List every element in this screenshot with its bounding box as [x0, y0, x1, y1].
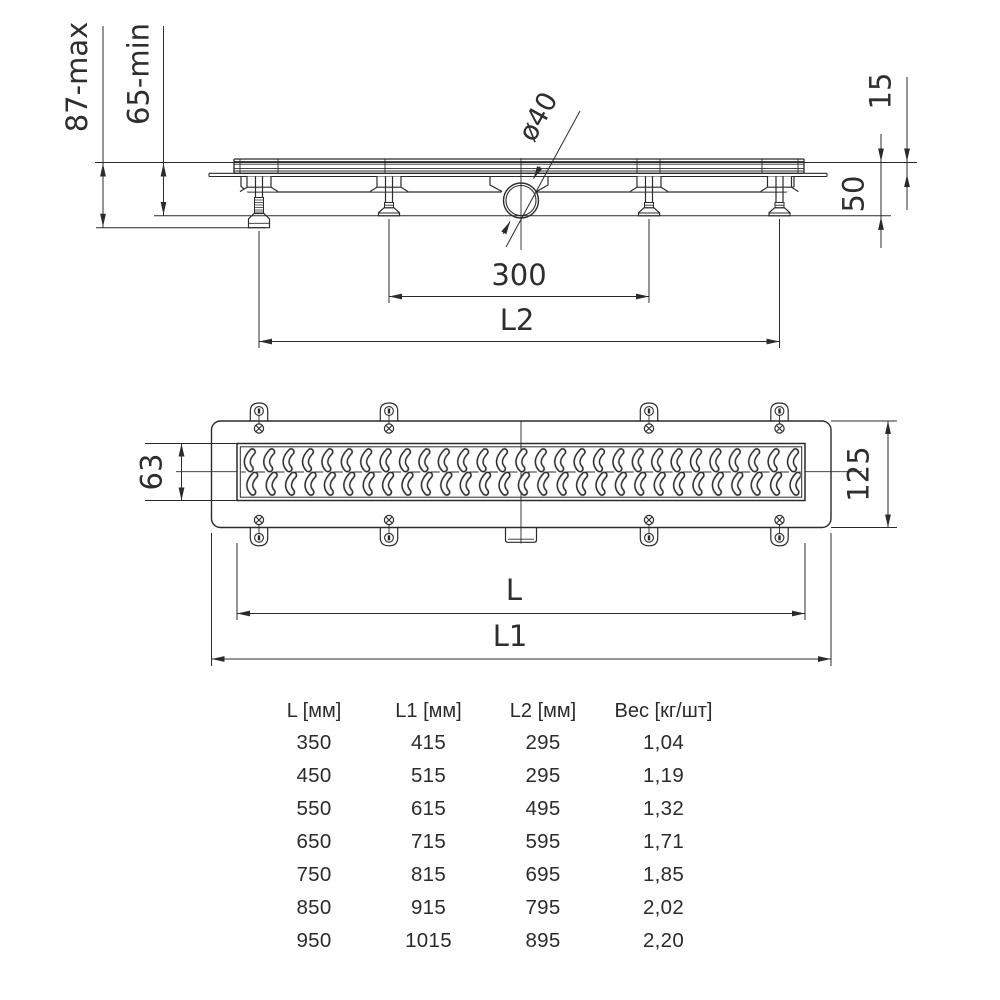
- mounting-tab: [250, 515, 267, 545]
- column-header-l: L [мм]: [286, 699, 342, 722]
- table-cell: 950: [296, 928, 332, 952]
- table-cell: 595: [525, 829, 561, 853]
- table-row: [256, 924, 726, 957]
- table-row: [256, 858, 726, 891]
- table-row: [256, 759, 726, 792]
- outlet-housing: [490, 177, 548, 192]
- table-row: [256, 825, 726, 858]
- table-cell: 895: [525, 928, 561, 952]
- grate-width-label: 63: [134, 453, 169, 491]
- table-cell: 915: [410, 895, 447, 919]
- grate-wave-pattern: [241, 448, 800, 496]
- table-cell: 1,04: [642, 730, 685, 754]
- table-cell: 1,85: [642, 862, 685, 886]
- table-cell: 750: [296, 862, 332, 886]
- leg-bracket: [630, 177, 668, 192]
- mounting-tab: [250, 403, 267, 433]
- table-cell: 1,32: [642, 796, 685, 820]
- plan-view: [135, 403, 898, 666]
- table-cell: 515: [410, 763, 447, 787]
- spec-table-body: [256, 726, 726, 957]
- leg-bracket: [240, 177, 278, 192]
- mounting-tab: [380, 515, 397, 545]
- column-header-weight: Вес [кг/шт]: [614, 699, 713, 722]
- column-header-l1: L1 [мм]: [395, 699, 462, 722]
- table-cell: 295: [525, 730, 561, 754]
- mounting-tab: [380, 403, 397, 433]
- mounting-tab: [771, 403, 788, 433]
- table-row: [256, 792, 726, 825]
- leg-bracket: [370, 177, 408, 192]
- table-cell: 695: [525, 862, 561, 886]
- dim-outlet-offset: [389, 258, 649, 297]
- mounting-tab: [640, 515, 657, 545]
- spec-table: [256, 696, 726, 957]
- dim-height-min: [122, 23, 164, 216]
- table-cell: 650: [296, 829, 332, 853]
- spec-table-header: [256, 696, 726, 726]
- column-header-l2: L2 [мм]: [509, 699, 577, 722]
- table-cell: 850: [296, 895, 332, 919]
- table-cell: 615: [410, 796, 447, 820]
- leg-bracket: [761, 177, 799, 192]
- table-cell: 350: [296, 730, 332, 754]
- table-row: [256, 726, 726, 759]
- table-cell: 1015: [405, 928, 452, 952]
- outlet-offset-label: 300: [491, 258, 547, 292]
- table-cell: 2,20: [642, 928, 685, 952]
- table-cell: 795: [525, 895, 561, 919]
- table-cell: 1,19: [642, 763, 685, 787]
- dim-height-max: [60, 22, 103, 228]
- mounting-tab: [640, 403, 657, 433]
- dim-l: [237, 543, 805, 620]
- l1-label: L1: [492, 619, 528, 653]
- dim-l2: [259, 303, 780, 342]
- table-row: [256, 891, 726, 924]
- body-width-label: 125: [841, 446, 876, 502]
- body-depth-label: 50: [836, 175, 871, 213]
- table-cell: 450: [296, 763, 332, 787]
- edge-height-label: 15: [863, 72, 898, 110]
- outlet-diameter-callout: [503, 87, 580, 247]
- flange-profile: [209, 173, 827, 176]
- table-cell: 815: [410, 862, 447, 886]
- side-view: [60, 22, 917, 348]
- table-cell: 550: [296, 796, 332, 820]
- height-max-label: 87-max: [60, 21, 94, 133]
- l-label: L: [505, 573, 523, 607]
- table-cell: 295: [525, 763, 561, 787]
- channel-body-outline: [241, 177, 794, 193]
- table-cell: 415: [410, 730, 447, 754]
- table-cell: 495: [525, 796, 561, 820]
- mounting-tab: [771, 515, 788, 545]
- outlet-diameter-label: ø40: [512, 87, 565, 147]
- grate-rail-profile: [234, 159, 804, 173]
- dim-body-width: [831, 421, 897, 528]
- l2-label: L2: [499, 303, 535, 337]
- table-cell: 1,71: [642, 829, 685, 853]
- dim-body-depth: [837, 134, 882, 248]
- table-cell: 2,02: [642, 895, 685, 919]
- height-min-label: 65-min: [121, 22, 156, 126]
- table-cell: 715: [410, 829, 447, 853]
